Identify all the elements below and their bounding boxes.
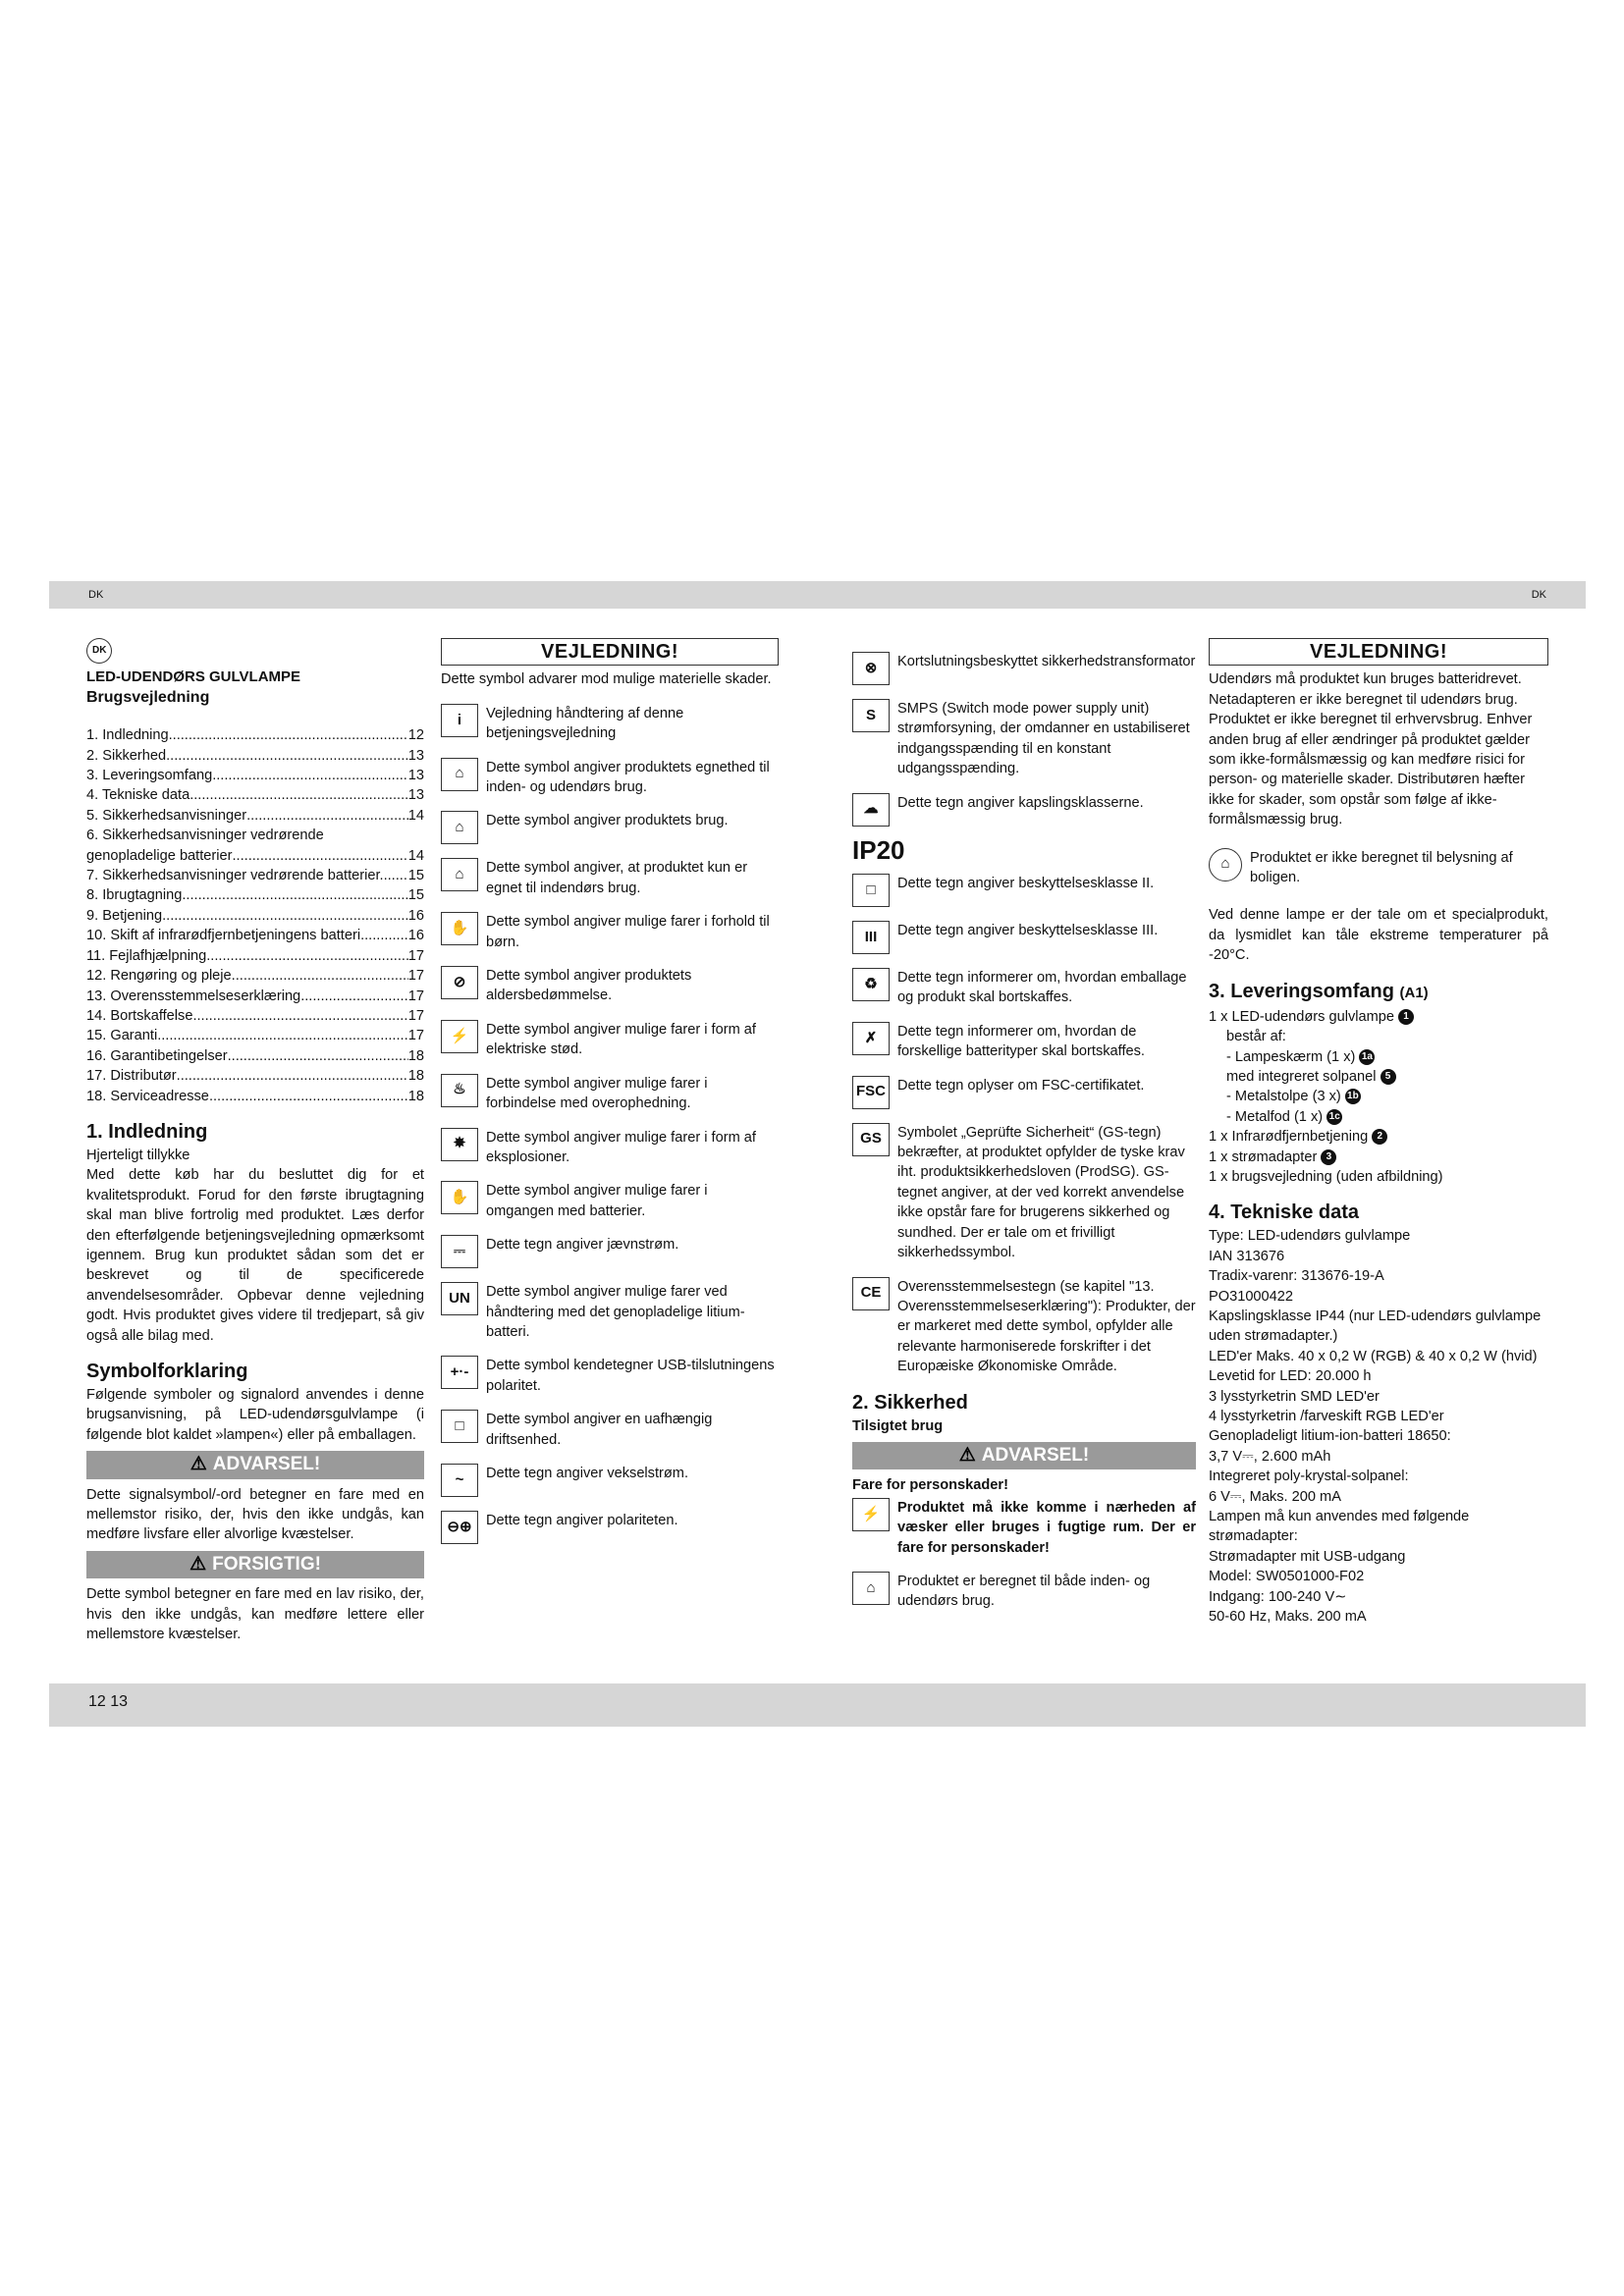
- vejledning-text: Dette symbol advarer mod mulige materielle skader.: [441, 671, 772, 688]
- symbol-entry: [441, 811, 779, 844]
- toc-entry-title: 8. Ibrugtagning: [86, 887, 183, 904]
- symbol-entry: [441, 1282, 779, 1342]
- symbol-description: Dette symbol angiver mulige farer i form af elektriske stød.: [486, 1021, 756, 1058]
- column-2: [441, 638, 779, 1558]
- symbol-entry: [441, 912, 779, 952]
- toc-entry: [86, 806, 424, 826]
- toc-entry-page: 18: [407, 1068, 424, 1085]
- technical-data-line: Levetid for LED: 20.000 h: [1209, 1368, 1372, 1385]
- technical-data-line: Genopladeligt litium-ion-batteri 18650:: [1209, 1428, 1451, 1445]
- toc-entry-title: 1. Indledning: [86, 727, 169, 744]
- symbol-entry: [852, 1123, 1196, 1263]
- symbol-description: Overensstemmelsestegn (se kapitel "13. Overensstemmelseserklæring"): Produkter, der er markeret med dette symbol, opfylder alle relevante harmoniserede forskrifter i det Europæiske Økonomiske Område.: [897, 1278, 1196, 1375]
- technical-data-line: LED'er Maks. 40 x 0,2 W (RGB) & 40 x 0,2 W (hvid): [1209, 1348, 1538, 1364]
- technical-data-line: Model: SW0501000-F02: [1209, 1569, 1365, 1585]
- fsc-icon: FSC: [852, 1076, 890, 1109]
- symbol-description: Dette tegn angiver jævnstrøm.: [486, 1237, 679, 1254]
- toc-entry: [86, 1006, 424, 1026]
- symbol-entry: [852, 968, 1196, 1008]
- age-rating-icon: ⊘: [441, 966, 478, 999]
- symbol-description: SMPS (Switch mode power supply unit) strømforsyning, der omdanner en ustabiliseret indgangsspænding til en konstant udgangsspænding.: [897, 701, 1190, 777]
- alternating-current-icon: ~: [441, 1464, 478, 1497]
- column-3: [852, 638, 1196, 1626]
- toc-entry-page: 15: [407, 868, 424, 884]
- technical-data-line: Type: LED-udendørs gulvlampe: [1209, 1228, 1411, 1245]
- heading-tekniske-data: 4. Tekniske data: [1209, 1201, 1360, 1224]
- heading-sikkerhed: 2. Sikkerhed: [852, 1391, 968, 1414]
- symbol-description: Dette tegn oplyser om FSC-certifikatet.: [897, 1077, 1145, 1094]
- delivery-item: 1 x brugsvejledning (uden afbildning): [1209, 1168, 1443, 1185]
- toc-leader: [232, 846, 407, 866]
- symbol-entry: [852, 1076, 1196, 1109]
- fare-heading: Fare for personskader!: [852, 1477, 1008, 1494]
- gs-mark-icon: GS: [852, 1123, 890, 1156]
- toc-leader: [360, 926, 408, 945]
- part-number-badge: 2: [1372, 1129, 1387, 1145]
- toc-leader: [228, 1046, 408, 1066]
- indoor-outdoor-icon: ⌂: [441, 758, 478, 791]
- lithium-battery-icon: UN: [441, 1282, 478, 1315]
- smps-icon: S: [852, 699, 890, 732]
- toc-entry: [86, 1046, 424, 1066]
- page-numbers: 12 13: [88, 1693, 129, 1710]
- symbol-description: Dette symbol angiver mulige farer i forhold til børn.: [486, 914, 770, 950]
- header-lang-right: DK: [1531, 589, 1546, 601]
- toc-leader: [169, 725, 408, 745]
- symbol-description: Symbolet „Geprüfte Sicherheit“ (GS-tegn) bekræfter, at produktet opfylder de tyske krav iht. produktsikkerhedsloven (ProdSG). GS-tegnet angiver, at der ved korrekt anvendelse ikke opstår fare for brugerens sikkerhed og sundhed. Der er tale om et frivilligt sikkerhedssymbol.: [897, 1124, 1185, 1261]
- usage-text: Produktet er beregnet til både inden- og udendørs brug.: [897, 1573, 1151, 1610]
- technical-data-line: IAN 313676: [1209, 1248, 1285, 1264]
- symbol-description: Dette tegn angiver beskyttelsesklasse II.: [897, 876, 1155, 892]
- toc-leader: [300, 987, 408, 1006]
- toc-entry-page: 14: [407, 807, 424, 824]
- symbol-list-a: [852, 652, 1196, 827]
- part-number-badge: 1c: [1326, 1109, 1342, 1125]
- toc-entry-page: 17: [407, 968, 424, 985]
- symbol-description: Dette tegn angiver kapslingsklasserne.: [897, 794, 1144, 811]
- symbol-entry: [441, 758, 779, 798]
- symbol-description: Dette symbol angiver produktets aldersbedømmelse.: [486, 968, 692, 1004]
- toc-leader: [232, 966, 408, 986]
- symbol-description: Dette tegn informerer om, hvordan de forskellige batterityper skal bortskaffes.: [897, 1023, 1145, 1060]
- symbol-description: Dette symbol angiver produktets egnethed til inden- og udendørs brug.: [486, 759, 770, 796]
- delivery-list: [1209, 1007, 1548, 1188]
- direct-current-icon: ⎓: [441, 1235, 478, 1268]
- symbol-entry: [852, 1022, 1196, 1062]
- delivery-item: 1 x Infrarødfjernbetjening 2: [1209, 1127, 1548, 1147]
- short-circuit-transformer-icon: ⊗: [852, 652, 890, 685]
- vejledning-text-2: Udendørs må produktet kun bruges batteridrevet. Netadapteren er ikke beregnet til udendørs brug. Produktet er ikke beregnet til erhvervsbrug. Enhver anden brug af eller ændringer på produktet gælder som ikke-formålsmæssig og kan medføre risici for person- og materielle skader. Distributøren hæfter ikke for skader, som opstår som følge af ikke-formålsmæssig brug.: [1209, 671, 1533, 828]
- overheating-icon: ♨: [441, 1074, 478, 1107]
- toc-entry-title: 7. Sikkerhedsanvisninger vedrørende batterier.: [86, 868, 384, 884]
- toc-entry-page: 17: [407, 947, 424, 964]
- indoor-outdoor-icon: ⌂: [852, 1572, 890, 1605]
- toc-leader: [166, 746, 408, 766]
- toc-entry-title: 12. Rengøring og pleje: [86, 968, 232, 985]
- footer-band: [49, 1683, 1586, 1727]
- fare-text: Produktet må ikke komme i nærheden af væsker eller bruges i fugtige rum. Der er fare for personskader!: [897, 1499, 1196, 1556]
- symbol-description: Dette tegn angiver vekselstrøm.: [486, 1465, 689, 1481]
- part-number-badge: 3: [1321, 1149, 1336, 1165]
- ip-protection-icon: ☁: [852, 793, 890, 827]
- toc-entry: [86, 966, 424, 986]
- toc-entry-title: 6. Sikkerhedsanvisninger vedrørende: [86, 828, 324, 844]
- toc-entry: [86, 926, 424, 945]
- symbol-entry: [852, 1277, 1196, 1377]
- language-badge: DK: [86, 638, 112, 664]
- toc-leader: [212, 766, 408, 785]
- toc-entry-page: 12: [407, 727, 424, 744]
- symbol-entry: [441, 1410, 779, 1450]
- no-lighting-icon: ⌂: [1209, 848, 1242, 881]
- toc-entry: [86, 1087, 424, 1106]
- symbol-entry: [441, 966, 779, 1006]
- toc-entry: [86, 866, 424, 885]
- tilsigtet-brug: Tilsigtet brug: [852, 1417, 944, 1434]
- symbol-description: Dette tegn informerer om, hvordan emballage og produkt skal bortskaffes.: [897, 970, 1187, 1006]
- symbol-entry: [852, 652, 1196, 685]
- delivery-item: består af:: [1226, 1029, 1286, 1045]
- delivery-item: - Lampeskærm (1 x) 1a: [1209, 1047, 1548, 1067]
- technical-data-line: Strømadapter mit USB-udgang: [1209, 1548, 1406, 1565]
- technical-data-line: Kapslingsklasse IP44 (nur LED-udendørs gulvlampe uden strømadapter.): [1209, 1308, 1542, 1345]
- technical-data-line: PO31000422: [1209, 1288, 1294, 1305]
- electric-shock-icon: ⚡: [441, 1020, 478, 1053]
- symbol-description: Dette symbol angiver mulige farer i omgangen med batterier.: [486, 1183, 708, 1219]
- technical-data-line: Indgang: 100-240 V∼: [1209, 1588, 1347, 1605]
- toc-entry-page: 16: [407, 907, 424, 924]
- forsigtig-banner: ⚠ FORSIGTIG!: [86, 1551, 424, 1578]
- delivery-item: 1 x LED-udendørs gulvlampe 1: [1209, 1007, 1548, 1027]
- toc-entry-page: 18: [407, 1088, 424, 1104]
- symbol-entry: [441, 1235, 779, 1268]
- symbol-intro-text: Følgende symboler og signalord anvendes i denne brugsanvisning, på LED-udendørsgulvlampe (i følgende blot kaldet »lampen«) eller på emballagen.: [86, 1387, 424, 1443]
- symbol-description: Dette symbol angiver produktets brug.: [486, 813, 729, 829]
- heading-leveringsomfang: 3. Leveringsomfang (A1): [1209, 980, 1429, 1002]
- column-4: [1209, 638, 1548, 1627]
- toc-entry-page: 13: [407, 768, 424, 784]
- symbol-entry: [441, 1464, 779, 1497]
- toc-entry: [86, 946, 424, 966]
- toc-leader: [182, 885, 407, 905]
- toc-entry: [86, 906, 424, 926]
- technical-data-line: 3 lysstyrketrin SMD LED'er: [1209, 1388, 1380, 1405]
- battery-disposal-icon: ✗: [852, 1022, 890, 1055]
- toc-entry: [86, 746, 424, 766]
- technical-data-line: 50-60 Hz, Maks. 200 mA: [1209, 1609, 1367, 1626]
- symbol-description: Vejledning håndtering af denne betjeningsvejledning: [486, 705, 684, 742]
- warning-triangle-icon: ⚠: [189, 1454, 207, 1475]
- vejledning-banner-2: VEJLEDNING!: [1209, 638, 1548, 666]
- hjerteligt-text: Hjerteligt tillykke: [86, 1147, 190, 1163]
- toc-entry-page: 18: [407, 1047, 424, 1064]
- toc-entry-page: 13: [407, 787, 424, 804]
- part-number-badge: 1b: [1345, 1089, 1361, 1104]
- toc-leader: [209, 1087, 408, 1106]
- delivery-item: - Metalfod (1 x) 1c: [1209, 1107, 1548, 1127]
- toc-leader: [246, 806, 408, 826]
- toc-leader: [177, 1066, 408, 1086]
- symbol-entry: [852, 699, 1196, 779]
- independent-unit-icon: □: [441, 1410, 478, 1443]
- toc-entry-title: 11. Fejlafhjælpning: [86, 947, 207, 964]
- symbol-description: Dette symbol kendetegner USB-tilslutningens polaritet.: [486, 1358, 775, 1394]
- advarsel-text: Dette signalsymbol/-ord betegner en fare med en mellemstor risiko, der, hvis den ikke undgås, kan medføre livsfare eller alvorlige kvæstelser.: [86, 1486, 424, 1543]
- info-manual-icon: i: [441, 704, 478, 737]
- toc-entry-title: 15. Garanti: [86, 1028, 158, 1044]
- delivery-item: - Metalstolpe (3 x) 1b: [1209, 1087, 1548, 1106]
- symbol-entry: [441, 1356, 779, 1396]
- ce-mark-icon: CE: [852, 1277, 890, 1310]
- toc-entry: [86, 1026, 424, 1045]
- technical-data-line: Integreret poly-krystal-solpanel:: [1209, 1468, 1409, 1485]
- advarsel-banner: ⚠ ADVARSEL!: [86, 1451, 424, 1478]
- delivery-item: med integreret solpanel 5: [1209, 1067, 1548, 1087]
- toc-entry-page: 17: [407, 1028, 424, 1044]
- symbol-description: Dette symbol angiver, at produktet kun er egnet til indendørs brug.: [486, 860, 748, 896]
- toc-leader: [189, 785, 408, 805]
- toc-entry: [86, 826, 424, 845]
- product-title: LED-UDENDØRS GULVLAMPE: [86, 668, 301, 686]
- explosion-icon: ✸: [441, 1128, 478, 1161]
- toc-entry: [86, 987, 424, 1006]
- toc-entry: [86, 785, 424, 805]
- technical-data-line: Tradix-varenr: 313676-19-A: [1209, 1268, 1384, 1285]
- battery-hazard-icon: ✋: [441, 1181, 478, 1214]
- part-number-badge: 1: [1398, 1009, 1414, 1025]
- toc-leader: [206, 946, 408, 966]
- symbol-entry: [852, 874, 1196, 907]
- vejledning-banner: VEJLEDNING!: [441, 638, 779, 666]
- toc-entry-page: 17: [407, 988, 424, 1004]
- toc-entry-title: 17. Distributør: [86, 1068, 177, 1085]
- symbol-description: Dette symbol angiver mulige farer i form af eksplosioner.: [486, 1129, 756, 1165]
- symbol-description: Dette symbol angiver mulige farer ved håndtering med det genopladelige litium-batteri.: [486, 1284, 745, 1340]
- belysning-text: Produktet er ikke beregnet til belysning af boligen.: [1250, 849, 1513, 886]
- symbol-description: Dette tegn angiver polariteten.: [486, 1512, 678, 1528]
- product-use-icon: ⌂: [441, 811, 478, 844]
- symbol-description: Kortslutningsbeskyttet sikkerhedstransformator: [897, 654, 1196, 669]
- toc-entry-page: 16: [407, 928, 424, 944]
- toc-entry-title: 5. Sikkerhedsanvisninger: [86, 807, 247, 824]
- technical-data-list: [1209, 1226, 1548, 1627]
- technical-data-line: Lampen må kun anvendes med følgende strømadapter:: [1209, 1509, 1470, 1545]
- symbol-entry: [852, 921, 1196, 954]
- technical-data-line: 3,7 V⎓, 2.600 mAh: [1209, 1448, 1331, 1465]
- toc-entry-title: 4. Tekniske data: [86, 787, 190, 804]
- children-hazard-icon: ✋: [441, 912, 478, 945]
- protection-class-2-icon: □: [852, 874, 890, 907]
- toc-entry-page: 13: [407, 747, 424, 764]
- symbol-entry: [852, 793, 1196, 827]
- symbol-entry: [441, 1074, 779, 1114]
- symbol-description: Dette symbol angiver en uafhængig driftsenhed.: [486, 1412, 713, 1448]
- forsigtig-text: Dette symbol betegner en fare med en lav risiko, der, hvis den ikke undgås, kan medføre lettere eller mellemstore kvæstelser.: [86, 1586, 424, 1643]
- symbol-description: Dette tegn angiver beskyttelsesklasse III.: [897, 923, 1159, 939]
- ip20-label: IP20: [852, 834, 905, 865]
- document-subtitle: Brugsvejledning: [86, 688, 210, 706]
- table-of-contents: [86, 725, 424, 1106]
- special-text: Ved denne lampe er der tale om et specialprodukt, da lysmidlet kan tåle ekstreme temperaturer på -20°C.: [1209, 907, 1548, 964]
- symbol-entry: [441, 858, 779, 898]
- warning-triangle-icon: ⚠: [958, 1444, 976, 1466]
- symbol-entry: [441, 1511, 779, 1544]
- heading-symbolforklaring: Symbolforklaring: [86, 1361, 248, 1382]
- symbol-entry: [441, 1181, 779, 1221]
- symbol-description: Dette symbol angiver mulige farer i forbindelse med overophedning.: [486, 1075, 708, 1112]
- technical-data-line: 4 lysstyrketrin /farveskift RGB LED'er: [1209, 1409, 1444, 1424]
- toc-entry: [86, 725, 424, 745]
- toc-leader: [192, 1006, 407, 1026]
- protection-class-3-icon: III: [852, 921, 890, 954]
- symbol-list: [441, 704, 779, 1544]
- toc-entry-title: 14. Bortskaffelse: [86, 1007, 193, 1024]
- part-number-badge: 1a: [1359, 1049, 1375, 1065]
- column-1: [86, 638, 424, 1644]
- delivery-item: 1 x strømadapter 3: [1209, 1148, 1548, 1167]
- toc-entry-page: 17: [407, 1007, 424, 1024]
- toc-entry: [86, 766, 424, 785]
- symbol-list-b: [852, 874, 1196, 1377]
- heading-indledning: 1. Indledning: [86, 1120, 208, 1143]
- part-number-badge: 5: [1380, 1069, 1396, 1085]
- usb-polarity-icon: +·-: [441, 1356, 478, 1389]
- toc-entry-page: 15: [407, 887, 424, 904]
- toc-entry: [86, 885, 424, 905]
- header-lang-left: DK: [88, 589, 104, 601]
- toc-entry: [86, 1066, 424, 1086]
- toc-entry: [86, 846, 424, 866]
- recycling-icon: ♻: [852, 968, 890, 1001]
- polarity-icon: ⊖⊕: [441, 1511, 478, 1544]
- toc-entry-title: 2. Sikkerhed: [86, 747, 167, 764]
- symbol-entry: [441, 704, 779, 744]
- toc-entry-title: 3. Leveringsomfang: [86, 768, 213, 784]
- toc-entry-title: 13. Overensstemmelseserklæring: [86, 988, 301, 1004]
- toc-entry-title: 10. Skift af infrarødfjernbetjeningens batteri: [86, 928, 361, 944]
- intro-text: Med dette køb har du besluttet dig for et kvalitetsprodukt. Forud for den første ibrugtagning skal man blive fortrolig med produktet. Læs derfor den efterfølgende betjeningsvejledning opmærksomt igennem. Brug kun produktet sådan som det er beskrevet og til de specificerede anvendelsesområder. Opbevar denne vejledning godt. Hvis produktet gives videre til tredjepart, så giv også alle bilag med.: [86, 1167, 424, 1344]
- header-band: [49, 581, 1586, 609]
- advarsel-banner-2: ⚠ ADVARSEL!: [852, 1442, 1196, 1469]
- toc-leader: [162, 906, 408, 926]
- toc-leader: [157, 1026, 408, 1045]
- electric-shock-icon: ⚡: [852, 1498, 890, 1531]
- toc-leader: [384, 866, 408, 885]
- symbol-entry: [441, 1020, 779, 1060]
- technical-data-line: 6 V⎓, Maks. 200 mA: [1209, 1488, 1341, 1505]
- toc-entry-page: 14: [407, 847, 424, 864]
- indoor-only-icon: ⌂: [441, 858, 478, 891]
- toc-entry-title: 9. Betjening: [86, 907, 163, 924]
- toc-entry-title: 16. Garantibetingelser: [86, 1047, 228, 1064]
- toc-entry-title: genopladelige batterier: [86, 847, 233, 864]
- warning-triangle-icon: ⚠: [189, 1553, 207, 1575]
- toc-entry-title: 18. Serviceadresse: [86, 1088, 209, 1104]
- symbol-entry: [441, 1128, 779, 1168]
